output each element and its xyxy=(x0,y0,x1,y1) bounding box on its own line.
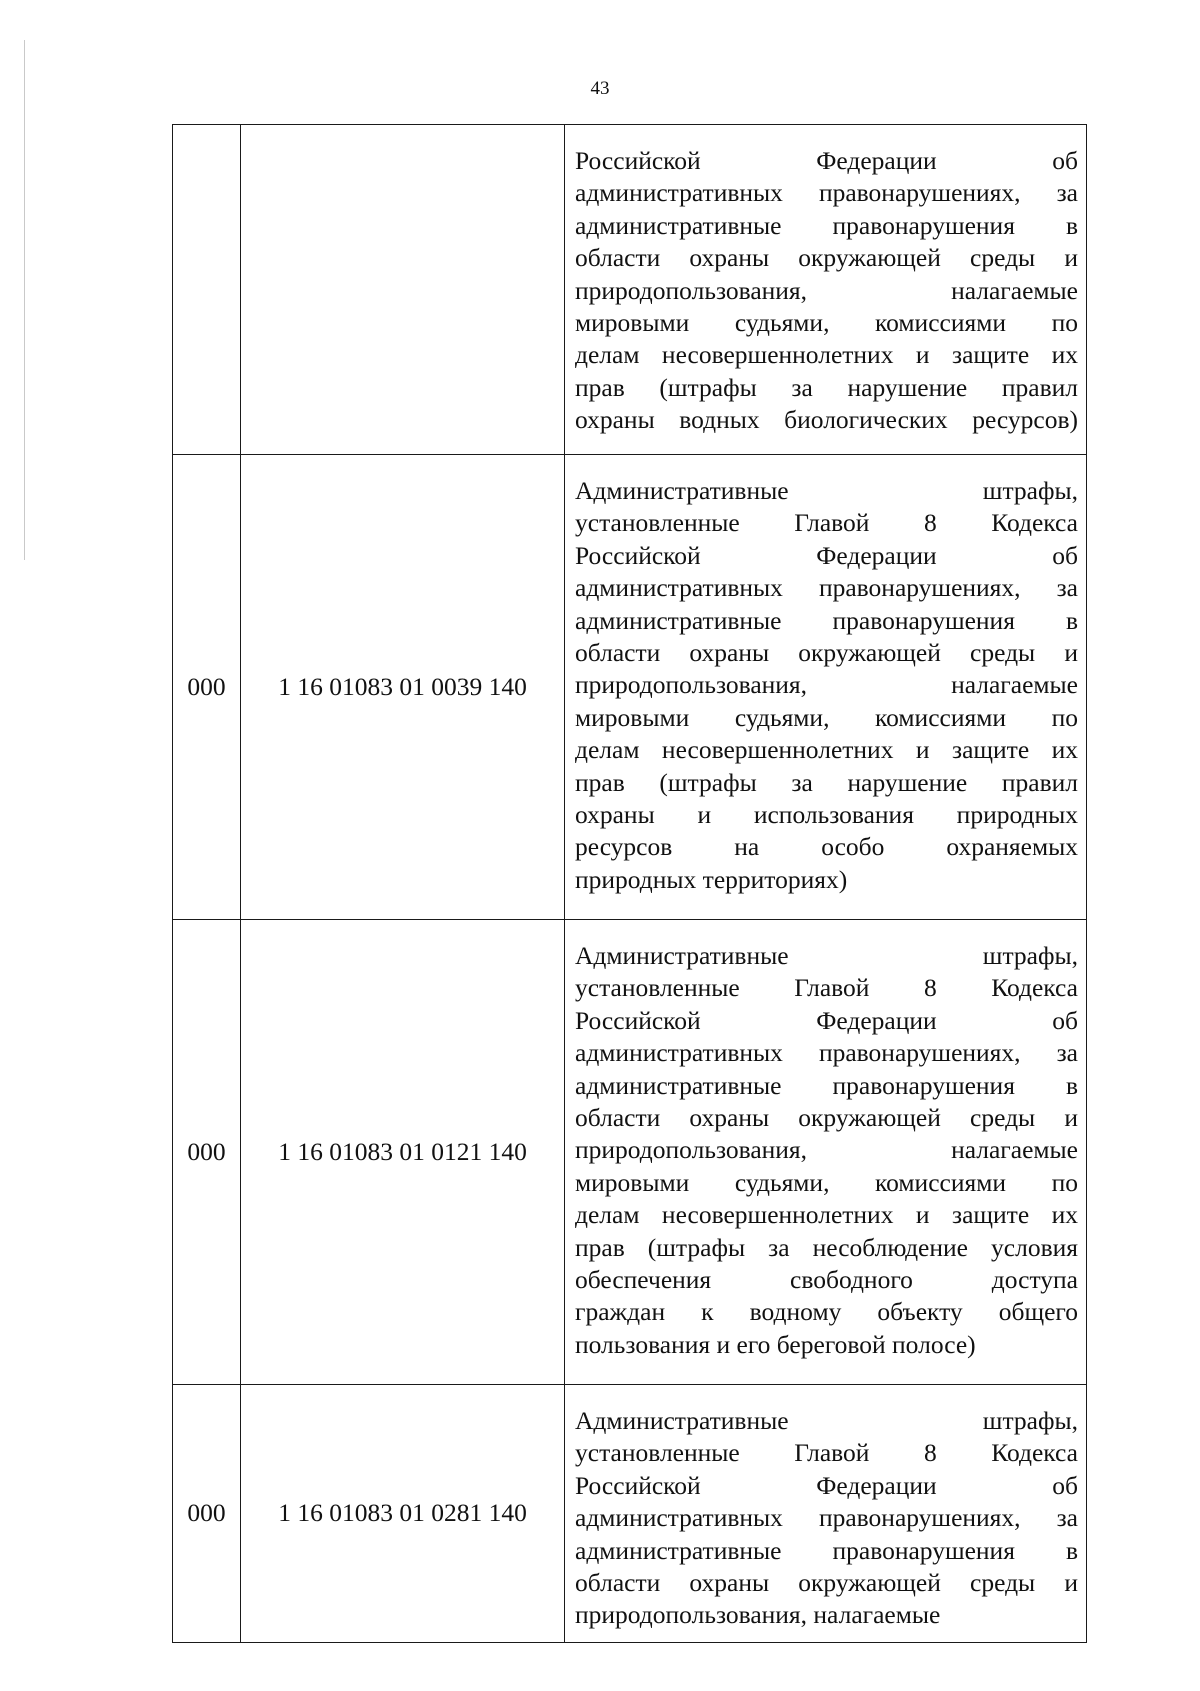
page-number: 43 xyxy=(590,78,610,99)
description-line: Российской Федерации об xyxy=(575,540,1078,570)
revenue-description-cell xyxy=(565,920,1087,1385)
description-line: делам несовершеннолетних и защите их xyxy=(575,735,1078,765)
description-line: административных правонарушениях, за xyxy=(575,178,1078,208)
budget-classification-code-cell: 1 16 01083 01 0039 140 xyxy=(241,455,565,920)
description-line: Административные штрафы, xyxy=(575,476,1078,505)
admin-code-cell: 000 xyxy=(173,1385,241,1643)
description-line: административные правонарушения в xyxy=(575,1070,1078,1100)
description-line: Административные штрафы, xyxy=(575,941,1078,970)
description-line: области охраны окружающей среды и xyxy=(575,637,1078,667)
admin-code-cell: 000 xyxy=(173,455,241,920)
description-line: Российской Федерации об xyxy=(575,1005,1078,1035)
admin-code-cell xyxy=(173,125,241,455)
scan-margin-mark xyxy=(24,40,25,560)
description-line: ресурсов на особо охраняемых xyxy=(575,832,1078,862)
description-line: природопользования, налагаемые xyxy=(575,670,1078,700)
description-line: мировыми судьями, комиссиями по xyxy=(575,1167,1078,1197)
description-line: административных правонарушениях, за xyxy=(575,573,1078,603)
description-line: установленные Главой 8 Кодекса xyxy=(575,973,1078,1003)
description-line: Российской Федерации об xyxy=(575,146,1078,175)
description-line: административных правонарушениях, за xyxy=(575,1038,1078,1068)
description-line: административные правонарушения в xyxy=(575,605,1078,635)
description-line: прав (штрафы за нарушение правил xyxy=(575,372,1078,402)
table-row xyxy=(173,920,1087,1385)
budget-classification-code-cell: 1 16 01083 01 0121 140 xyxy=(241,920,565,1385)
revenue-description-cell xyxy=(565,455,1087,920)
description-line: делам несовершеннолетних и защите их xyxy=(575,1200,1078,1230)
description-line: охраны и использования природных xyxy=(575,799,1078,829)
table-row xyxy=(173,1385,1087,1643)
description-line: обеспечения свободного доступа xyxy=(575,1264,1078,1294)
budget-classification-code-cell: 1 16 01083 01 0281 140 xyxy=(241,1385,565,1643)
description-line: области охраны окружающей среды и xyxy=(575,243,1078,273)
description-line: природных территориях) xyxy=(575,864,848,894)
description-line: установленные Главой 8 Кодекса xyxy=(575,508,1078,538)
description-line: административных правонарушениях, за xyxy=(575,1503,1078,1533)
description-line: области охраны окружающей среды и xyxy=(575,1567,1078,1597)
description-line: мировыми судьями, комиссиями по xyxy=(575,702,1078,732)
description-line: прав (штрафы за нарушение правил xyxy=(575,767,1078,797)
description-line: области охраны окружающей среды и xyxy=(575,1102,1078,1132)
description-line: природопользования, налагаемые xyxy=(575,1135,1078,1165)
revenue-description-cell xyxy=(565,125,1087,455)
description-line: прав (штрафы за несоблюдение условия xyxy=(575,1232,1078,1262)
description-line: граждан к водному объекту общего xyxy=(575,1297,1078,1327)
description-line: природопользования, налагаемые xyxy=(575,1600,941,1630)
description-line: природопользования, налагаемые xyxy=(575,275,1078,305)
description-line: Российской Федерации об xyxy=(575,1470,1078,1500)
description-line: пользования и его береговой полосе) xyxy=(575,1329,976,1359)
table-body xyxy=(173,125,1087,1643)
budget-code-table xyxy=(172,124,1087,1643)
table-row xyxy=(173,125,1087,455)
description-line: административные правонарушения в xyxy=(575,210,1078,240)
description-line: делам несовершеннолетних и защите их xyxy=(575,340,1078,370)
description-line: Административные штрафы, xyxy=(575,1406,1078,1435)
description-line: установленные Главой 8 Кодекса xyxy=(575,1438,1078,1468)
revenue-description-cell xyxy=(565,1385,1087,1643)
table-row xyxy=(173,455,1087,920)
description-line: мировыми судьями, комиссиями по xyxy=(575,307,1078,337)
admin-code-cell: 000 xyxy=(173,920,241,1385)
budget-classification-code-cell xyxy=(241,125,565,455)
description-line: административные правонарушения в xyxy=(575,1535,1078,1565)
description-line: охраны водных биологических ресурсов) xyxy=(575,405,1078,435)
